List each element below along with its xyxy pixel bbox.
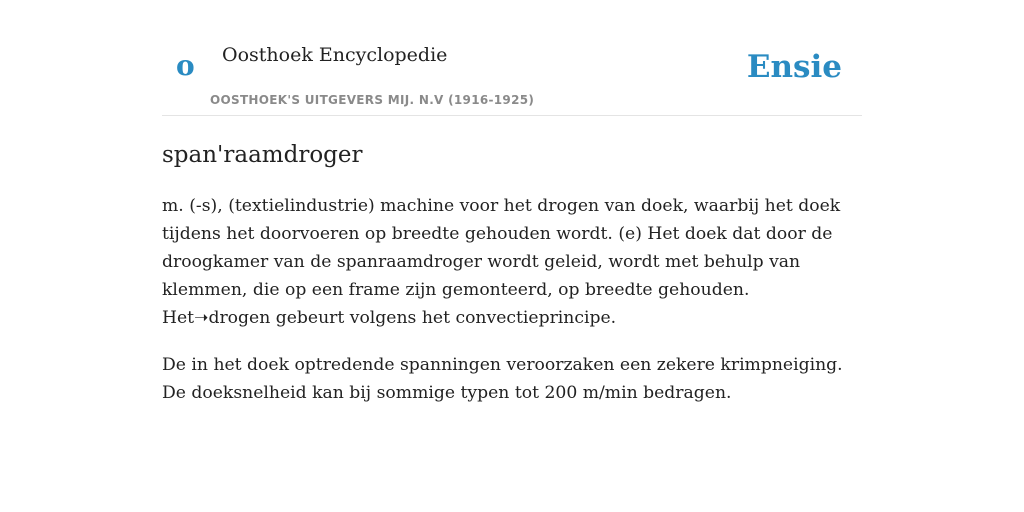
site-title-link[interactable]: Oosthoek Encyclopedie — [222, 44, 448, 66]
entry-title: span'raamdroger — [162, 142, 363, 168]
site-header — [162, 0, 862, 116]
entry-paragraph: De in het doek optredende spanningen veroorzaken een zekere krimpneiging. De doeksnelheid kan bij sommige typen tot 200 m/min bedragen. — [162, 354, 843, 403]
entry-paragraph: m. (-s), (textielindustrie) machine voor het drogen van doek, waarbij het doek tijdens het doorvoeren op breedte gehouden wordt. (e) Het doek dat door de droogkamer van de spanraamdroger wordt geleid, wordt met behulp van klemmen, die op een frame zijn gemonteerd, op breedte gehouden. Het➝drogen gebeurt volgens het convectieprincipe. — [162, 195, 841, 328]
page — [162, 0, 862, 407]
publisher-subtitle: OOSTHOEK'S UITGEVERS MIJ. N.V (1916-1925) — [210, 93, 535, 107]
brand-logo-link[interactable]: Ensie — [746, 49, 842, 85]
logo-icon[interactable]: o — [176, 49, 195, 82]
